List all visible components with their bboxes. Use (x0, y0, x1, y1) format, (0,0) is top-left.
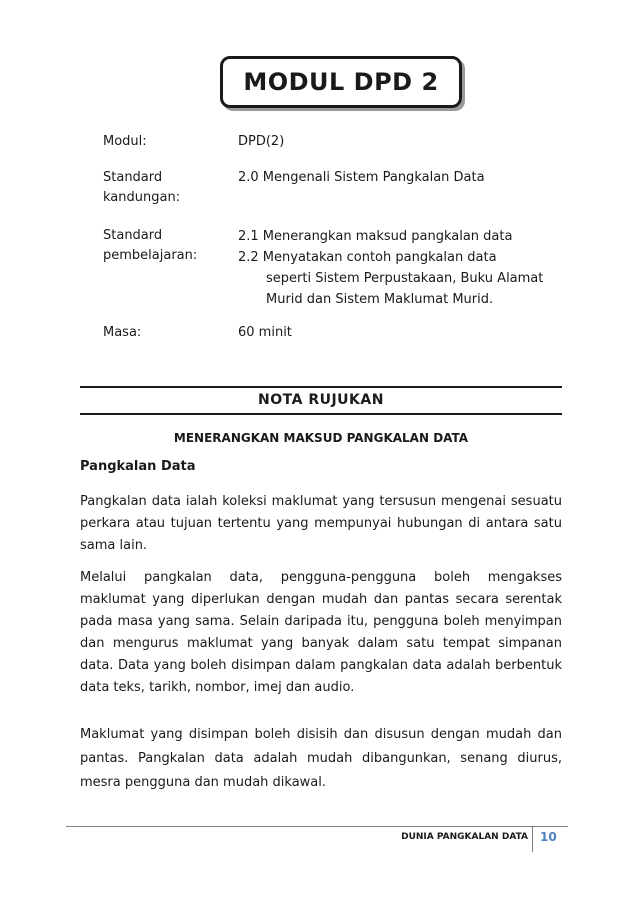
module-title: MODUL DPD 2 (220, 56, 462, 108)
info-value-line: 60 minit (238, 325, 292, 340)
page-number: 10 (540, 830, 557, 844)
footer-rule (66, 826, 568, 827)
info-value-line: DPD(2) (238, 134, 285, 149)
info-value-line: 2.1 Menerangkan maksud pangkalan data (238, 229, 513, 244)
paragraph-3: Maklumat yang disimpan boleh disisih dan disusun dengan mudah dan pantas. Pangkalan data adalah mudah dibangunkan, senang diurus, mesra pengguna dan mudah dikawal. (80, 727, 562, 790)
footer-label: DUNIA PANGKALAN DATA (401, 832, 528, 842)
info-value-line: 2.2 Menyatakan contoh pangkalan data (238, 250, 497, 265)
info-value-line: 2.0 Mengenali Sistem Pangkalan Data (238, 170, 485, 185)
paragraph-1: Pangkalan data ialah koleksi maklumat yang tersusun mengenai sesuatu perkara atau tujuan tertentu yang mempunyai hubungan di antara satu sama lain. (80, 494, 562, 553)
paragraph-2: Melalui pangkalan data, pengguna-pengguna boleh mengakses maklumat yang diperlukan dengan mudah dan pantas secara serentak pada masa yang sama. Selain daripada itu, pengguna boleh menyimpan dan mengurus maklumat yang banyak dalam satu tempat simpanan data. Data yang boleh disimpan dalam pangkalan data adalah berbentuk data teks, tarikh, nombor, imej dan audio. (80, 570, 562, 695)
section-title: Pangkalan Data (80, 459, 196, 474)
info-value (238, 226, 578, 310)
info-value (238, 168, 578, 188)
info-value-line: Murid dan Sistem Maklumat Murid. (266, 292, 494, 307)
top-rule (80, 386, 562, 388)
info-label: Masa: (103, 325, 142, 340)
info-value (238, 132, 578, 152)
info-label: Standard pembelajaran: (103, 228, 198, 263)
info-value (238, 323, 578, 343)
footer-separator (532, 826, 533, 852)
nota-heading: NOTA RUJUKAN (258, 392, 384, 408)
bottom-rule (80, 413, 562, 415)
info-label: Modul: (103, 134, 147, 149)
info-value-line: seperti Sistem Perpustakaan, Buku Alamat (266, 271, 544, 286)
sub-heading: MENERANGKAN MAKSUD PANGKALAN DATA (173, 431, 469, 445)
info-label: Standard kandungan: (103, 170, 181, 205)
